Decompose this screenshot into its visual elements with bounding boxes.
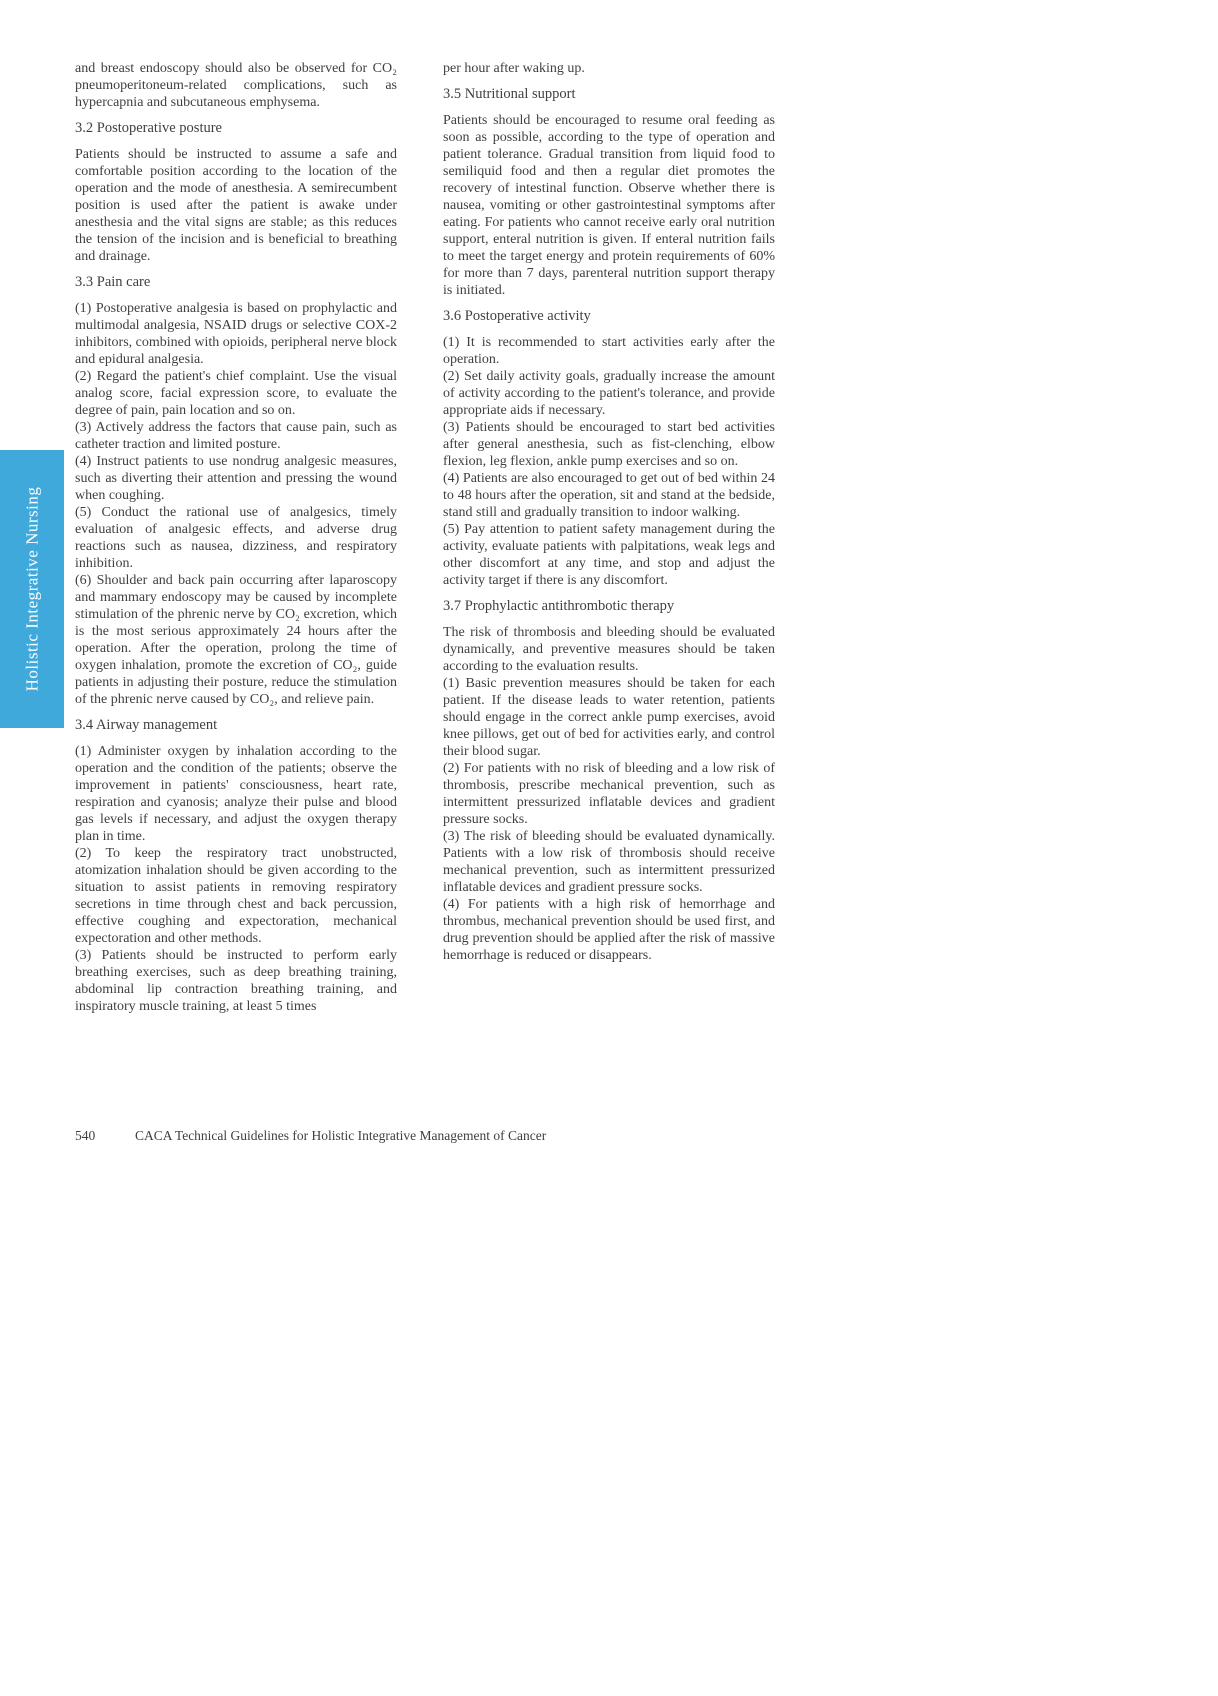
body-paragraph: (3) Patients should be instructed to perform early breathing exercises, such as deep breathing training, abdominal lip contraction breathing training, and inspiratory muscle training, at least 5 times — [75, 948, 397, 1014]
body-paragraph: (1) Administer oxygen by inhalation according to the operation and the condition of the patients; observe the improvement in patients' consciousness, heart rate, respiration and cyanosis; analyze their pulse and blood gas levels if necessary, and adjust the oxygen therapy plan in time. — [75, 744, 397, 844]
body-paragraph: (2) Regard the patient's chief complaint. Use the visual analog score, facial expression score, to evaluate the degree of pain, pain location and so on. — [75, 369, 397, 418]
body-paragraph: (5) Pay attention to patient safety management during the activity, evaluate patients with palpitations, weak legs and other discomfort at any time, and stop and adjust the activity target if there is any discomfort. — [443, 522, 775, 588]
body-paragraph: (3) Patients should be encouraged to start bed activities after general anesthesia, such as fist-clenching, elbow flexion, leg flexion, ankle pump exercises and so on. — [443, 420, 775, 469]
text-column-left — [75, 60, 397, 1015]
page-footer — [75, 1128, 546, 1144]
text-column-right — [443, 60, 775, 964]
body-paragraph: (4) Instruct patients to use nondrug analgesic measures, such as diverting their attention and pressing the wound when coughing. — [75, 454, 397, 503]
section-heading: 3.7 Prophylactic antithrombotic therapy — [443, 598, 675, 614]
body-paragraph: (3) The risk of bleeding should be evaluated dynamically. Patients with a low risk of thrombosis should receive mechanical prevention, such as intermittent pressurized inflatable devices and gradient pressure socks. — [443, 829, 775, 895]
body-paragraph: (2) To keep the respiratory tract unobstructed, atomization inhalation should be given according to the situation to assist patients in removing respiratory secretions in time through chest and back percussion, effective coughing and expectoration, mechanical expectoration and other methods. — [75, 846, 397, 946]
body-paragraph: (1) Postoperative analgesia is based on prophylactic and multimodal analgesia, NSAID drugs or selective COX-2 inhibitors, combined with opioids, peripheral nerve block and epidural analgesia. — [75, 301, 397, 367]
body-paragraph: (1) It is recommended to start activities early after the operation. — [443, 335, 775, 367]
body-paragraph: (1) Basic prevention measures should be taken for each patient. If the disease leads to water retention, patients should engage in the correct ankle pump exercises, avoid knee pillows, get out of bed for activities early, and control their blood sugar. — [443, 676, 775, 759]
section-heading: 3.6 Postoperative activity — [443, 308, 591, 324]
body-paragraph: (6) Shoulder and back pain occurring after laparoscopy and mammary endoscopy may be caused by incomplete stimulation of the phrenic nerve by CO₂ excretion, which is the most serious approximately 24 hours after the operation. After the operation, prolong the time of oxygen inhalation, promote the excretion of CO₂, guide patients in adjusting their posture, reduce the stimulation of the phrenic nerve caused by CO₂, and relieve pain. — [75, 573, 397, 707]
body-paragraph: (2) Set daily activity goals, gradually increase the amount of activity according to the patient's tolerance, and provide appropriate aids if necessary. — [443, 369, 775, 418]
running-title: CACA Technical Guidelines for Holistic Integrative Management of Cancer — [135, 1128, 547, 1143]
body-paragraph: (5) Conduct the rational use of analgesics, timely evaluation of analgesic effects, and adverse drug reactions such as nausea, dizziness, and respiratory inhibition. — [75, 505, 397, 571]
section-heading: 3.3 Pain care — [75, 274, 151, 290]
section-heading: 3.5 Nutritional support — [443, 86, 576, 102]
body-paragraph: per hour after waking up. — [443, 61, 585, 76]
section-heading: 3.4 Airway management — [75, 717, 218, 733]
body-paragraph: (2) For patients with no risk of bleeding and a low risk of thrombosis, prescribe mechanical prevention, such as intermittent pressurized inflatable devices and gradient pressure socks. — [443, 761, 775, 827]
body-paragraph: and breast endoscopy should also be observed for CO₂ pneumoperitoneum-related complications, such as hypercapnia and subcutaneous emphysema. — [75, 61, 397, 110]
body-paragraph: (3) Actively address the factors that cause pain, such as catheter traction and limited posture. — [75, 420, 397, 452]
chapter-thumb-tab — [0, 450, 64, 728]
body-paragraph: (4) Patients are also encouraged to get out of bed within 24 to 48 hours after the operation, sit and stand at the bedside, stand still and gradually transition to indoor walking. — [443, 471, 775, 520]
body-paragraph: Patients should be instructed to assume a safe and comfortable position according to the location of the operation and the mode of anesthesia. A semirecumbent position is used after the patient is awake under anesthesia and the vital signs are stable; as this reduces the tension of the incision and is beneficial to breathing and drainage. — [75, 147, 397, 264]
page-number: 540 — [75, 1128, 96, 1143]
body-paragraph: Patients should be encouraged to resume oral feeding as soon as possible, according to the type of operation and patient tolerance. Gradual transition from liquid food to semiliquid food and then a regular diet promotes the recovery of intestinal function. Observe whether there is nausea, vomiting or other gastrointestinal symptoms after eating. For patients who cannot receive early oral nutrition support, enteral nutrition is given. If enteral nutrition fails to meet the target energy and protein requirements of 60% for more than 7 days, parenteral nutrition support therapy is initiated. — [443, 113, 775, 298]
body-paragraph: The risk of thrombosis and bleeding should be evaluated dynamically, and preventive measures should be taken according to the evaluation results. — [443, 625, 775, 674]
section-heading: 3.2 Postoperative posture — [75, 120, 222, 136]
body-paragraph: (4) For patients with a high risk of hemorrhage and thrombus, mechanical prevention should be used first, and drug prevention should be applied after the risk of massive hemorrhage is reduced or disappears. — [443, 897, 775, 963]
chapter-thumb-tab-label: Holistic Integrative Nursing — [22, 486, 41, 692]
